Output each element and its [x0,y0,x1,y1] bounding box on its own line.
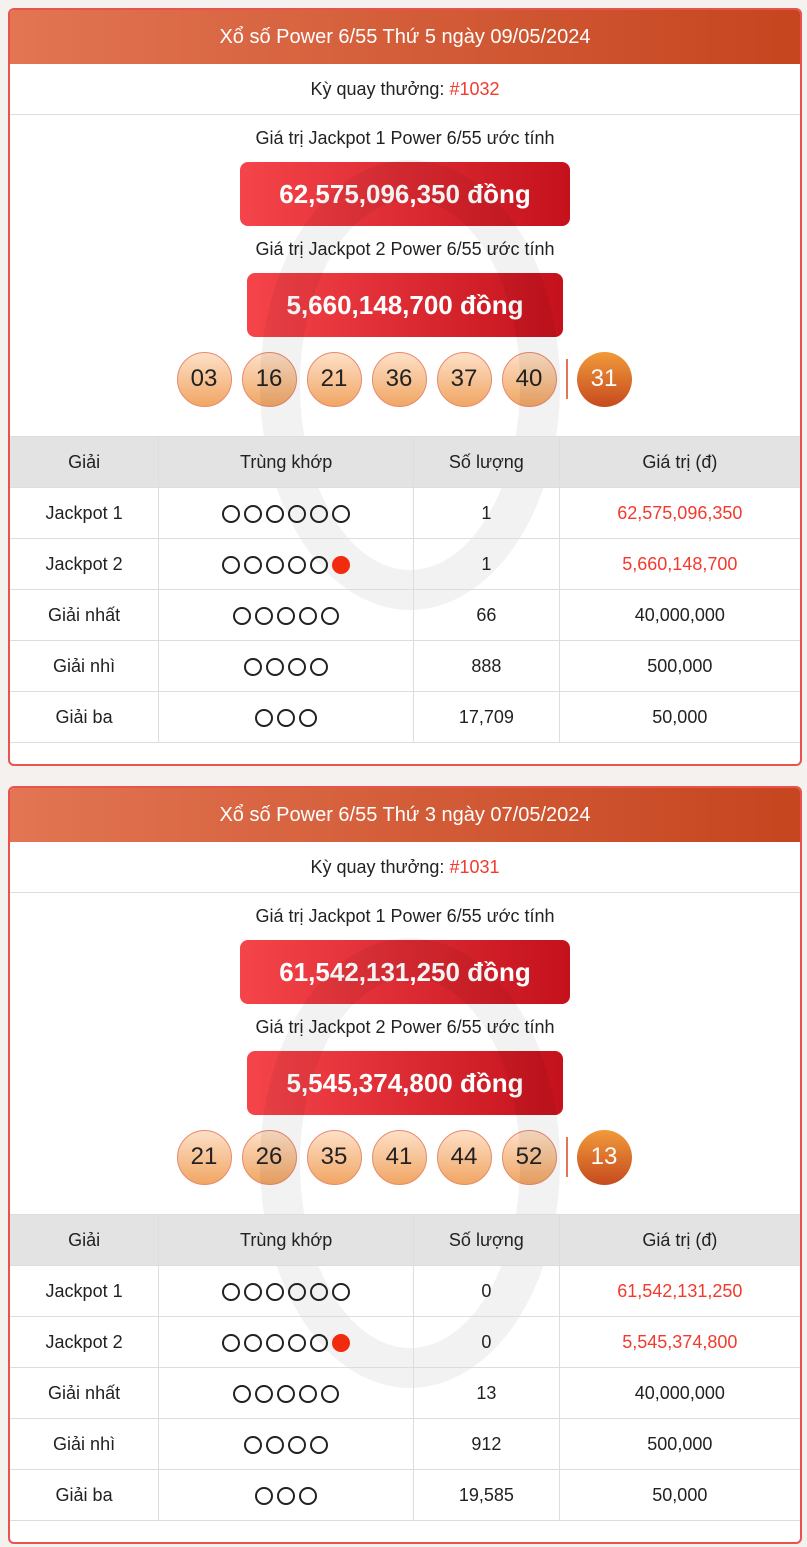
jackpot2-value: 5,545,374,800 đồng [247,1051,563,1115]
match-circle-icon [266,1283,284,1301]
winner-count: 0 [414,1266,560,1317]
prize-name: Giải ba [10,692,159,743]
prize-name: Jackpot 2 [10,1317,159,1368]
jackpot1-value: 62,575,096,350 đồng [240,162,570,226]
column-header: Giải [10,1215,159,1266]
draw-label: Kỳ quay thưởng: [310,78,445,99]
number-ball: 35 [307,1130,362,1185]
match-circle-icon [299,607,317,625]
number-ball: 37 [437,352,492,407]
match-circle-icon [299,1487,317,1505]
table-row [10,488,800,539]
match-circle-icon [277,607,295,625]
match-circle-icon [310,1436,328,1454]
jackpot1-value: 61,542,131,250 đồng [240,940,570,1004]
match-circle-icon [222,556,240,574]
match-pattern [159,692,414,743]
match-circle-icon [255,607,273,625]
table-row [10,641,800,692]
match-circle-icon [233,1385,251,1403]
jackpot2-value: 5,660,148,700 đồng [247,273,563,337]
match-circle-icon [244,1283,262,1301]
table-row [10,692,800,743]
match-circle-icon [233,607,251,625]
number-ball: 41 [372,1130,427,1185]
match-pattern [159,1419,414,1470]
jackpot2-label: Giá trị Jackpot 2 Power 6/55 ước tính [255,239,555,259]
number-ball: 21 [307,352,362,407]
match-pattern [159,590,414,641]
power-match-dot-icon [332,556,350,574]
match-pattern [159,1470,414,1521]
prize-value: 50,000 [559,692,800,743]
match-circle-icon [332,1283,350,1301]
card-title[interactable]: Xổ số Power 6/55 Thứ 3 ngày 07/05/2024 [10,788,800,842]
winner-count: 912 [414,1419,560,1470]
match-circle-icon [266,505,284,523]
match-circle-icon [310,658,328,676]
number-ball: 36 [372,352,427,407]
prize-value: 61,542,131,250 [559,1266,800,1317]
match-circle-icon [266,1334,284,1352]
jackpot2-label: Giá trị Jackpot 2 Power 6/55 ước tính [255,1017,555,1037]
match-circle-icon [222,505,240,523]
match-circle-icon [222,1334,240,1352]
match-circle-icon [244,658,262,676]
power-ball: 31 [577,352,632,407]
table-row [10,1368,800,1419]
table-row [10,590,800,641]
prize-value: 500,000 [559,641,800,692]
prize-value: 50,000 [559,1470,800,1521]
winner-count: 888 [414,641,560,692]
prize-name: Jackpot 2 [10,539,159,590]
match-circle-icon [266,1436,284,1454]
number-ball: 40 [502,352,557,407]
separator [566,1137,568,1177]
match-circle-icon [321,607,339,625]
match-circle-icon [288,556,306,574]
match-pattern [159,1266,414,1317]
match-circle-icon [266,658,284,676]
match-circle-icon [332,505,350,523]
draw-label: Kỳ quay thưởng: [310,856,445,877]
number-ball: 16 [242,352,297,407]
match-circle-icon [288,1436,306,1454]
winner-count: 1 [414,488,560,539]
draw-number: #1031 [449,856,500,877]
table-row [10,539,800,590]
prize-value: 40,000,000 [559,1368,800,1419]
match-circle-icon [310,1334,328,1352]
column-header: Giá trị (đ) [559,1215,800,1266]
match-circle-icon [288,505,306,523]
power-ball: 13 [577,1130,632,1185]
match-circle-icon [288,1334,306,1352]
prize-value: 5,660,148,700 [559,539,800,590]
number-ball: 03 [177,352,232,407]
match-pattern [159,641,414,692]
match-circle-icon [244,1334,262,1352]
column-header: Giải [10,437,159,488]
winning-numbers [8,351,800,407]
table-row [10,1470,800,1521]
prize-value: 62,575,096,350 [559,488,800,539]
table-header [10,437,800,488]
match-circle-icon [255,1487,273,1505]
prize-table [10,1214,800,1521]
card-title[interactable]: Xổ số Power 6/55 Thứ 5 ngày 09/05/2024 [10,10,800,64]
match-circle-icon [288,658,306,676]
match-circle-icon [277,1487,295,1505]
match-pattern [159,539,414,590]
match-circle-icon [321,1385,339,1403]
column-header: Giá trị (đ) [559,437,800,488]
prize-name: Giải nhì [10,1419,159,1470]
draw-number-row [10,842,800,893]
number-ball: 52 [502,1130,557,1185]
number-ball: 44 [437,1130,492,1185]
prize-table [10,436,800,743]
prize-value: 500,000 [559,1419,800,1470]
match-circle-icon [255,1385,273,1403]
table-header [10,1215,800,1266]
prize-name: Jackpot 1 [10,1266,159,1317]
prize-value: 5,545,374,800 [559,1317,800,1368]
match-circle-icon [299,709,317,727]
winner-count: 1 [414,539,560,590]
prize-name: Giải nhất [10,1368,159,1419]
match-circle-icon [310,556,328,574]
match-circle-icon [244,556,262,574]
table-row [10,1266,800,1317]
match-circle-icon [244,505,262,523]
column-header: Số lượng [414,437,560,488]
column-header: Trùng khớp [159,437,414,488]
jackpot1-label: Giá trị Jackpot 1 Power 6/55 ước tính [255,906,555,926]
prize-name: Giải ba [10,1470,159,1521]
match-circle-icon [277,1385,295,1403]
draw-result-card [8,786,802,1544]
winner-count: 0 [414,1317,560,1368]
winner-count: 13 [414,1368,560,1419]
match-pattern [159,488,414,539]
table-row [10,1317,800,1368]
prize-name: Giải nhất [10,590,159,641]
match-circle-icon [222,1283,240,1301]
prize-name: Jackpot 1 [10,488,159,539]
winner-count: 17,709 [414,692,560,743]
match-circle-icon [299,1385,317,1403]
winning-numbers [8,1129,800,1185]
winner-count: 66 [414,590,560,641]
match-pattern [159,1317,414,1368]
prize-value: 40,000,000 [559,590,800,641]
draw-result-card [8,8,802,766]
match-circle-icon [288,1283,306,1301]
match-circle-icon [255,709,273,727]
match-pattern [159,1368,414,1419]
prize-name: Giải nhì [10,641,159,692]
number-ball: 21 [177,1130,232,1185]
power-match-dot-icon [332,1334,350,1352]
match-circle-icon [277,709,295,727]
separator [566,359,568,399]
jackpot1-label: Giá trị Jackpot 1 Power 6/55 ước tính [255,128,555,148]
draw-number-row [10,64,800,115]
winner-count: 19,585 [414,1470,560,1521]
match-circle-icon [310,505,328,523]
column-header: Trùng khớp [159,1215,414,1266]
match-circle-icon [244,1436,262,1454]
draw-number: #1032 [449,78,500,99]
match-circle-icon [310,1283,328,1301]
column-header: Số lượng [414,1215,560,1266]
number-ball: 26 [242,1130,297,1185]
match-circle-icon [266,556,284,574]
table-row [10,1419,800,1470]
